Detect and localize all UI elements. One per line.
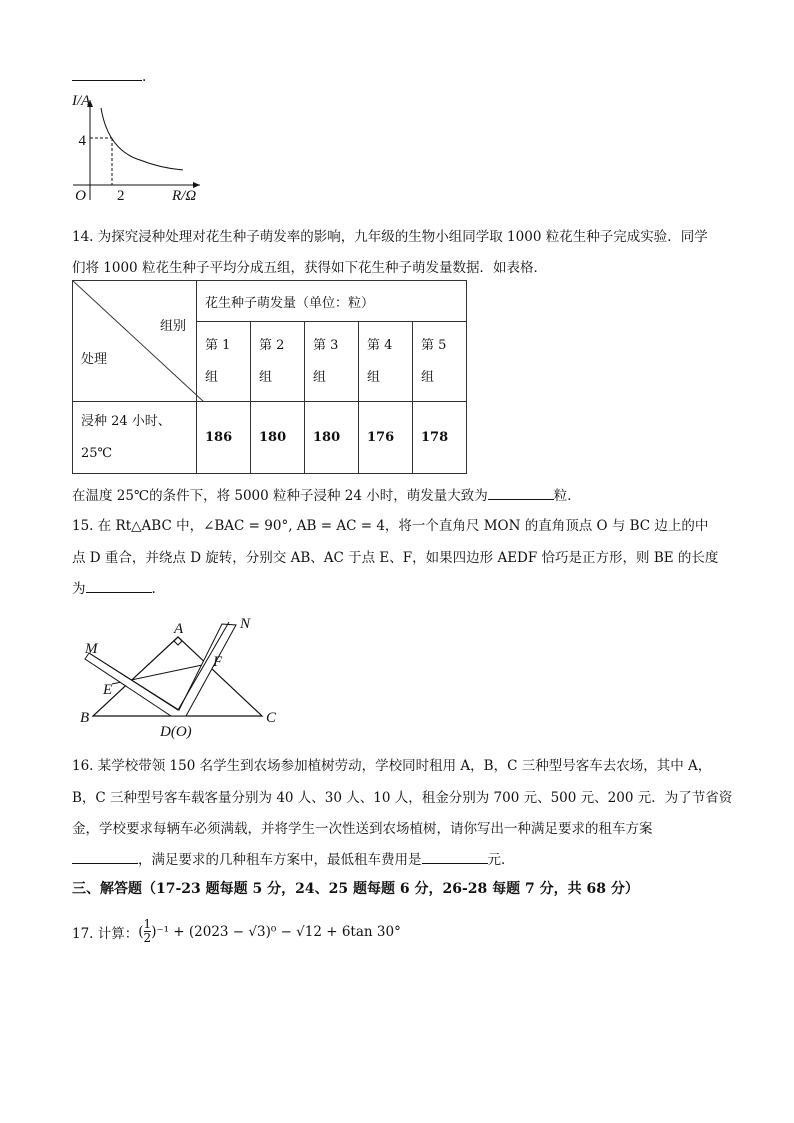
group-header: 第 4 组 xyxy=(359,322,413,402)
q16-line2: B，C 三种型号客车载客量分别为 40 人、30 人、10 人，租金分别为 700 元、500 元、200 元．为了节省资 xyxy=(72,790,733,806)
q16-line3: 金，学校要求每辆车必须满载，并将学生一次性送到农场植树，请你写出一种满足要求的租车方案 xyxy=(72,821,653,837)
table-row: 浸种 24 小时、 25℃ 186 180 180 176 178 xyxy=(73,402,467,474)
svg-text:2: 2 xyxy=(117,188,125,204)
q15-line2: 点 D 重合，并绕点 D 旋转，分别交 AB、AC 于点 E、F，如果四边形 AEDF 恰巧是正方形，则 BE 的长度 xyxy=(72,550,719,566)
svg-text:4: 4 xyxy=(78,133,86,149)
curve xyxy=(101,108,183,170)
q13-answer-line: . xyxy=(72,68,146,85)
q17: 17. 计算： ( 1 2 )⁻¹ + (2023 − √3)⁰ − √12 + 6tan 30° xyxy=(72,917,401,945)
fraction: 1 2 xyxy=(143,917,152,945)
q15-line1: 15. 在 Rt△ABC 中，∠BAC = 90°, AB = AC = 4，将一个直角尺 MON 的直角顶点 O 与 BC 边上的中 xyxy=(72,518,709,534)
q16-line1: 16. 某学校带领 150 名学生到农场参加植树劳动，学校同时租用 A，B，C 三种型号客车去农场，其中 A， xyxy=(72,758,712,774)
header-main: 花生种子萌发量（单位：粒） xyxy=(197,281,467,322)
germination-table xyxy=(72,280,467,474)
svg-text:D(O): D(O) xyxy=(160,724,192,740)
q14-line2: 们将 1000 粒花生种子平均分成五组，获得如下花生种子萌发量数据．如表格． xyxy=(72,260,547,276)
q14-line1: 14. 为探究浸种处理对花生种子萌发率的影响，九年级的生物小组同学取 1000 粒花生种子完成实验．同学 xyxy=(72,229,708,245)
svg-text:F: F xyxy=(213,654,223,670)
section-3-heading: 三、解答题（17-23 题每题 5 分，24、25 题每题 6 分，26-28 每题 7 分，共 68 分） xyxy=(72,881,639,897)
svg-text:C: C xyxy=(266,710,277,726)
svg-text:R/Ω: R/Ω xyxy=(172,188,197,204)
svg-text:I/A: I/A xyxy=(72,93,91,109)
svg-text:O: O xyxy=(75,188,86,204)
group-header: 第 3 组 xyxy=(305,322,359,402)
svg-text:M: M xyxy=(85,641,98,657)
row-label: 浸种 24 小时、 25℃ xyxy=(73,402,197,474)
diagonal-header-cell: 组别 处理 xyxy=(73,281,197,402)
group-header: 第 5 组 xyxy=(413,322,467,402)
q15-line3: 为 . xyxy=(72,581,156,597)
svg-text:A: A xyxy=(174,621,184,637)
svg-text:E: E xyxy=(103,682,113,698)
svg-text:B: B xyxy=(80,710,90,726)
group-header: 第 1 组 xyxy=(197,322,251,402)
current-resistance-graph xyxy=(65,90,215,210)
q16-line4: ，满足要求的几种租车方案中，最低租车费用是 元． xyxy=(72,848,515,868)
q14-question: 在温度 25℃的条件下，将 5000 粒种子浸种 24 小时，萌发量大致为 粒． xyxy=(72,488,581,504)
group-header: 第 2 组 xyxy=(251,322,305,402)
triangle-ruler-figure xyxy=(75,610,295,740)
svg-text:N: N xyxy=(240,616,251,632)
